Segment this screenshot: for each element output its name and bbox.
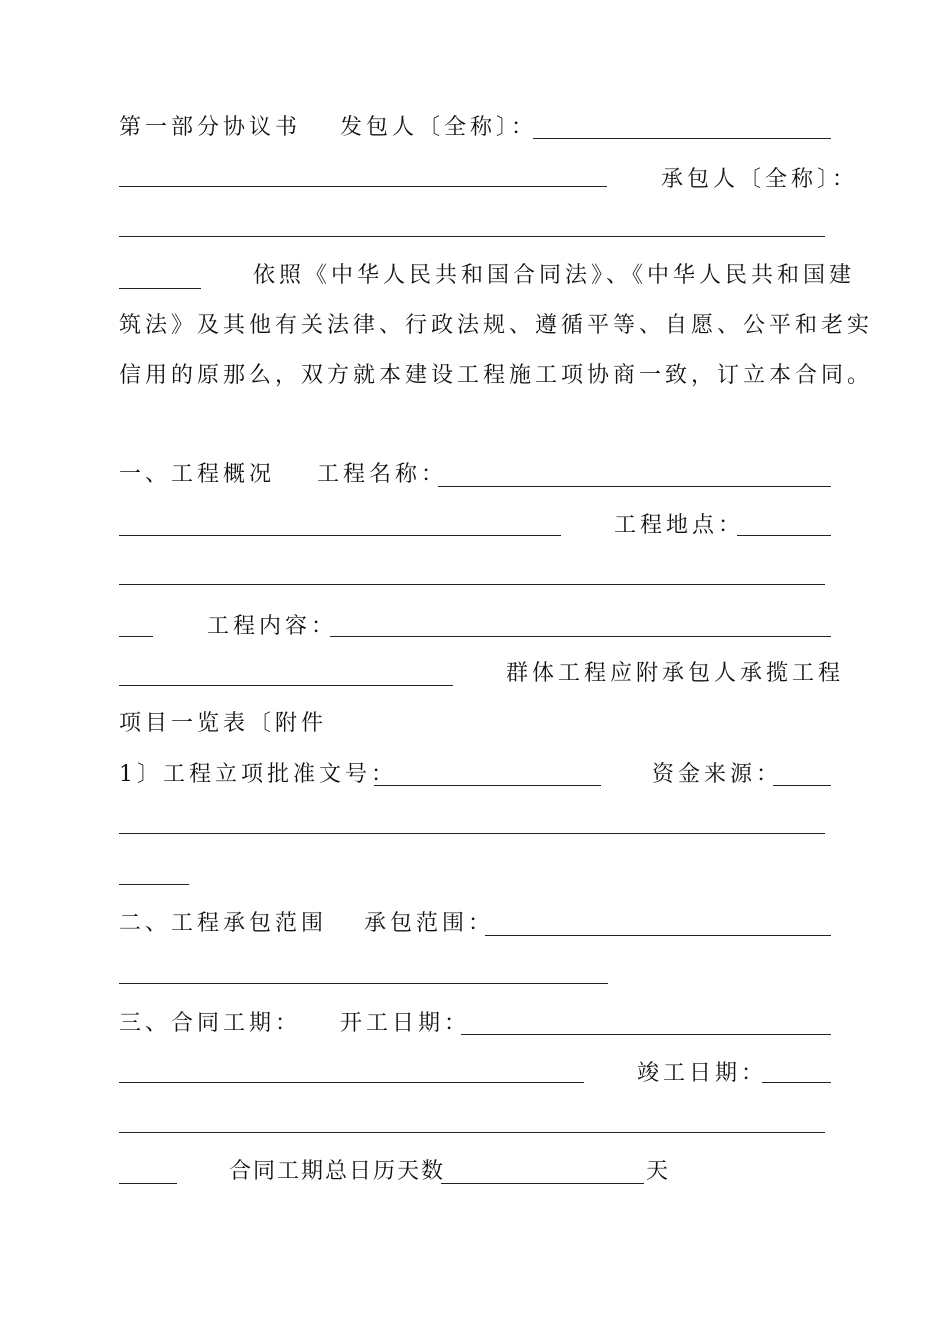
contractor-label: 承包人〔全称〕： bbox=[661, 167, 859, 192]
completion-date-blank[interactable] bbox=[762, 1082, 831, 1083]
preamble-line-2 bbox=[0, 306, 950, 346]
project-location-blank[interactable] bbox=[737, 535, 831, 536]
project-name-blank[interactable] bbox=[438, 486, 831, 487]
section1-heading: 一、工程概况 bbox=[119, 462, 276, 487]
start-date-label: 开工日期： bbox=[340, 1011, 471, 1036]
start-date-blank[interactable] bbox=[461, 1034, 831, 1035]
employer-name-blank[interactable] bbox=[533, 138, 831, 139]
completion-date-blank-end[interactable] bbox=[119, 1183, 177, 1184]
project-location-blank-end[interactable] bbox=[119, 636, 153, 637]
section1-heading-line bbox=[0, 455, 950, 495]
approval-number-label: 1〕工程立项批准文号： bbox=[119, 762, 397, 787]
project-location-label: 工程地点： bbox=[614, 513, 745, 538]
completion-date-blank-continued[interactable] bbox=[119, 1132, 825, 1133]
start-date-blank-continued[interactable] bbox=[119, 1082, 584, 1083]
project-content-blank[interactable] bbox=[330, 636, 831, 637]
fund-source-blank-continued[interactable] bbox=[119, 833, 825, 834]
contractor-name-blank-continued[interactable] bbox=[119, 288, 201, 289]
contractor-name-blank[interactable] bbox=[119, 236, 825, 237]
section2-heading-line bbox=[0, 904, 950, 944]
group-note-text-1: 群体工程应附承包人承揽工程 bbox=[506, 661, 845, 686]
completion-date-label: 竣工日期： bbox=[637, 1061, 768, 1086]
section3-heading: 三、合同工期： bbox=[119, 1011, 302, 1036]
days-unit: 天 bbox=[646, 1159, 673, 1184]
employer-label: 发包人〔全称〕： bbox=[340, 115, 538, 140]
completion-date-line bbox=[0, 1054, 950, 1094]
fund-source-blank[interactable] bbox=[773, 785, 831, 786]
preamble-text-3: 信用的原那么，双方就本建设工程施工项协商一致，订立本合同。 bbox=[119, 363, 874, 388]
project-location-line bbox=[0, 506, 950, 546]
total-days-blank[interactable] bbox=[441, 1183, 644, 1184]
employer-name-blank-continued[interactable] bbox=[119, 186, 607, 187]
section2-heading: 二、工程承包范围 bbox=[119, 911, 328, 936]
preamble-text-2: 筑法》及其他有关法律、行政法规、遵循平等、自愿、公平和老实 bbox=[119, 313, 874, 338]
preamble-text-1: 依照《中华人民共和国合同法》、《中华人民共和国建 bbox=[253, 263, 856, 288]
approval-number-blank[interactable] bbox=[374, 785, 601, 786]
project-name-label: 工程名称： bbox=[317, 462, 448, 487]
preamble-line-3 bbox=[0, 356, 950, 396]
group-note-text-2: 项目一览表〔附件 bbox=[119, 711, 328, 736]
project-location-blank-continued[interactable] bbox=[119, 584, 825, 585]
agreement-header-line bbox=[0, 108, 950, 148]
project-content-line bbox=[0, 607, 950, 647]
total-days-line bbox=[0, 1152, 950, 1192]
total-days-label: 合同工期总日历天数 bbox=[229, 1159, 446, 1184]
fund-source-label: 资金来源： bbox=[652, 762, 783, 787]
approval-fund-line bbox=[0, 755, 950, 795]
scope-label: 承包范围： bbox=[364, 911, 495, 936]
fund-source-blank-end[interactable] bbox=[119, 884, 189, 885]
section3-heading-line bbox=[0, 1004, 950, 1044]
contractor-line bbox=[0, 160, 950, 200]
scope-blank[interactable] bbox=[485, 935, 831, 936]
project-name-blank-continued[interactable] bbox=[119, 535, 561, 536]
group-note-line bbox=[0, 654, 950, 694]
preamble-line-1 bbox=[0, 256, 950, 296]
scope-blank-continued[interactable] bbox=[119, 983, 608, 984]
project-content-label: 工程内容： bbox=[207, 614, 338, 639]
part-title: 第一部分协议书 bbox=[119, 115, 302, 140]
project-content-blank-continued[interactable] bbox=[119, 685, 453, 686]
group-note-line-2 bbox=[0, 704, 950, 744]
